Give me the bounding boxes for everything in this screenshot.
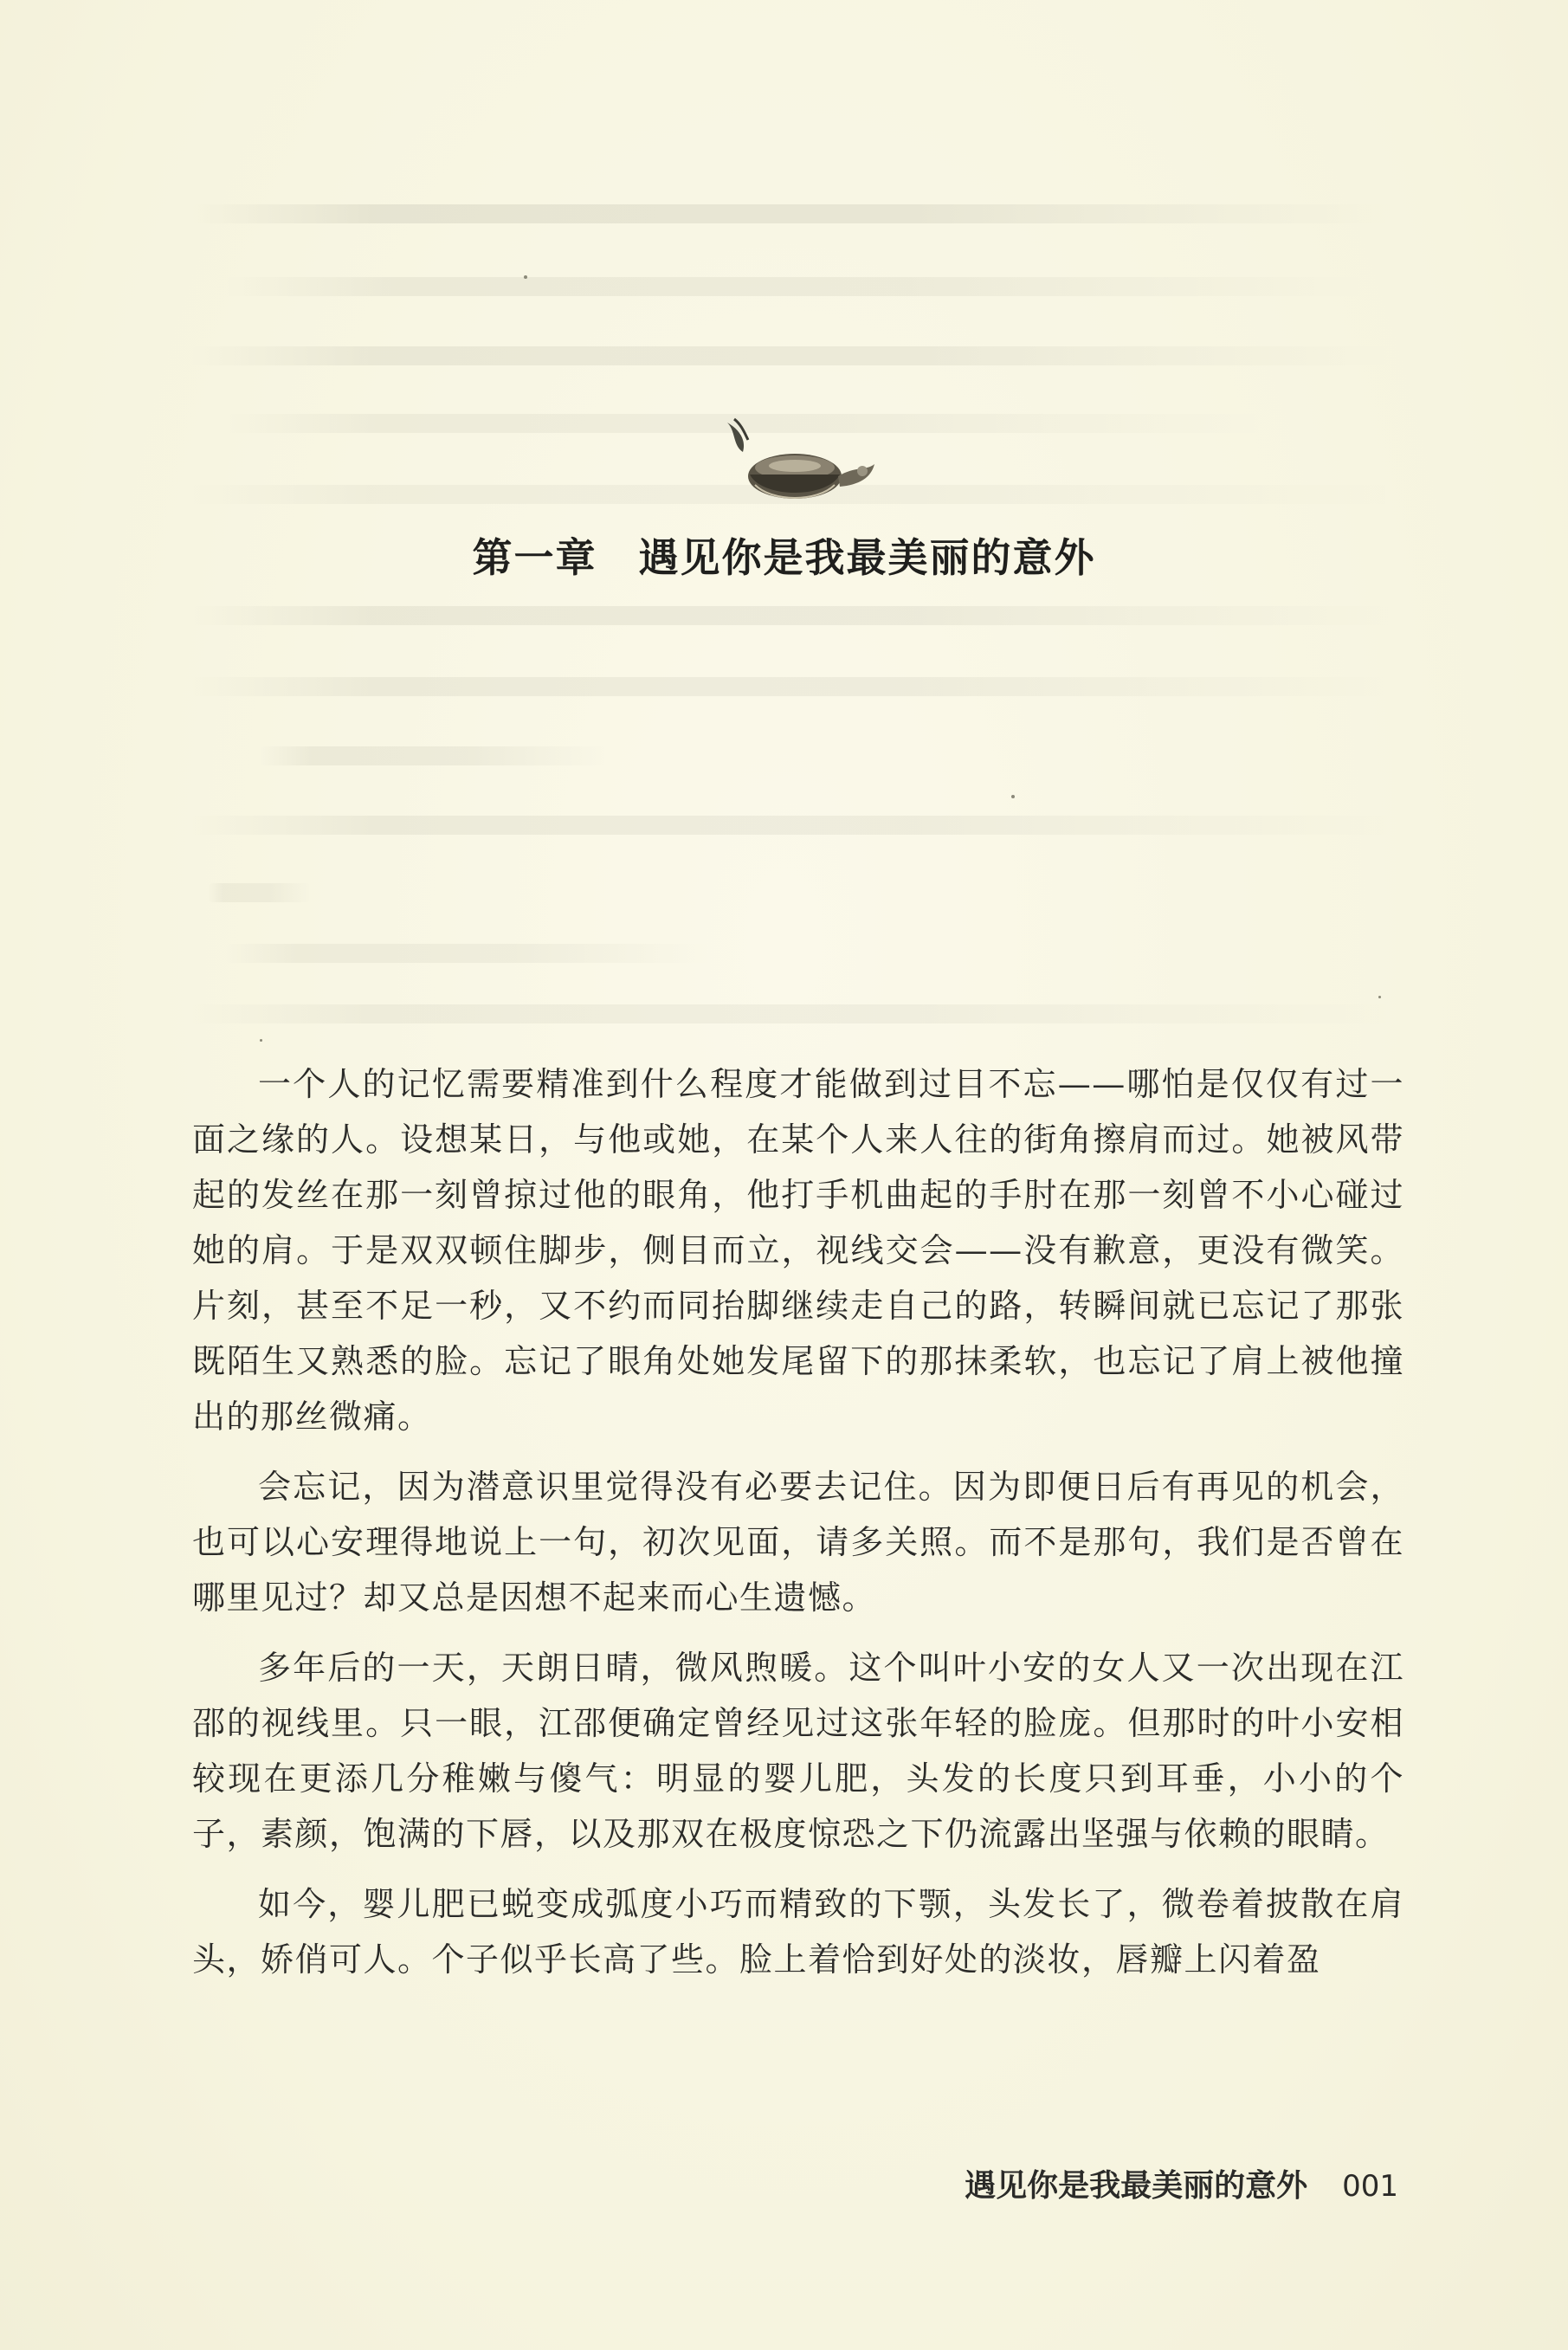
paper-speck bbox=[1378, 996, 1381, 998]
teapot-ornament-icon bbox=[710, 414, 883, 509]
chapter-body bbox=[192, 1056, 1404, 2002]
chapter-title: 遇见你是我最美丽的意外 bbox=[638, 534, 1096, 581]
chapter-heading bbox=[0, 526, 1568, 584]
bleed-through-line bbox=[208, 883, 312, 902]
chapter-number: 第一章 bbox=[472, 534, 597, 581]
bleed-through-line bbox=[190, 677, 1394, 696]
paper-speck bbox=[524, 275, 527, 279]
bleed-through-line bbox=[260, 746, 606, 765]
page-number: 001 bbox=[1342, 2169, 1398, 2204]
bleed-through-line bbox=[190, 606, 1394, 625]
page-footer bbox=[965, 2161, 1398, 2205]
paragraph: 如今，婴儿肥已蜕变成弧度小巧而精致的下颚，头发长了，微卷着披散在肩头，娇俏可人。个子似乎长高了些。脸上着恰到好处的淡妆，唇瓣上闪着盈 bbox=[192, 1885, 1404, 1979]
bleed-through-line bbox=[190, 204, 1394, 223]
paragraph: 一个人的记忆需要精准到什么程度才能做到过目不忘——哪怕是仅仅有过一面之缘的人。设想某日，与他或她，在某个人来人往的街角擦肩而过。她被风带起的发丝在那一刻曾掠过他的眼角，他打手机曲起的手肘在那一刻曾不小心碰过她的肩。于是双双顿住脚步，侧目而立，视线交会——没有歉意，更没有微笑。片刻，甚至不足一秒，又不约而同抬脚继续走自己的路，转瞬间就已忘记了那张既陌生又熟悉的脸。忘记了眼角处她发尾留下的那抹柔软，也忘记了肩上被他撞出的那丝微痛。 bbox=[192, 1065, 1404, 1436]
paper-speck bbox=[260, 1039, 262, 1042]
running-title: 遇见你是我最美丽的意外 bbox=[965, 2167, 1308, 2204]
bleed-through-line bbox=[190, 346, 1394, 365]
bleed-through-line bbox=[225, 277, 1368, 296]
bleed-through-line bbox=[225, 944, 710, 963]
bleed-through-line bbox=[190, 816, 1394, 835]
paper-speck bbox=[1011, 795, 1015, 798]
bleed-through-line bbox=[190, 1004, 1394, 1023]
paragraph: 多年后的一天，天朗日晴，微风煦暖。这个叫叶小安的女人又一次出现在江邵的视线里。只一眼，江邵便确定曾经见过这张年轻的脸庞。但那时的叶小安相较现在更添几分稚嫩与傻气：明显的婴儿肥，头发的长度只到耳垂，小小的个子，素颜，饱满的下唇，以及那双在极度惊恐之下仍流露出坚强与依赖的眼睛。 bbox=[192, 1649, 1404, 1853]
paragraph: 会忘记，因为潜意识里觉得没有必要去记住。因为即便日后有再见的机会，也可以心安理得地说上一句，初次见面，请多关照。而不是那句，我们是否曾在哪里见过？却又总是因想不起来而心生遗憾。 bbox=[192, 1468, 1404, 1617]
